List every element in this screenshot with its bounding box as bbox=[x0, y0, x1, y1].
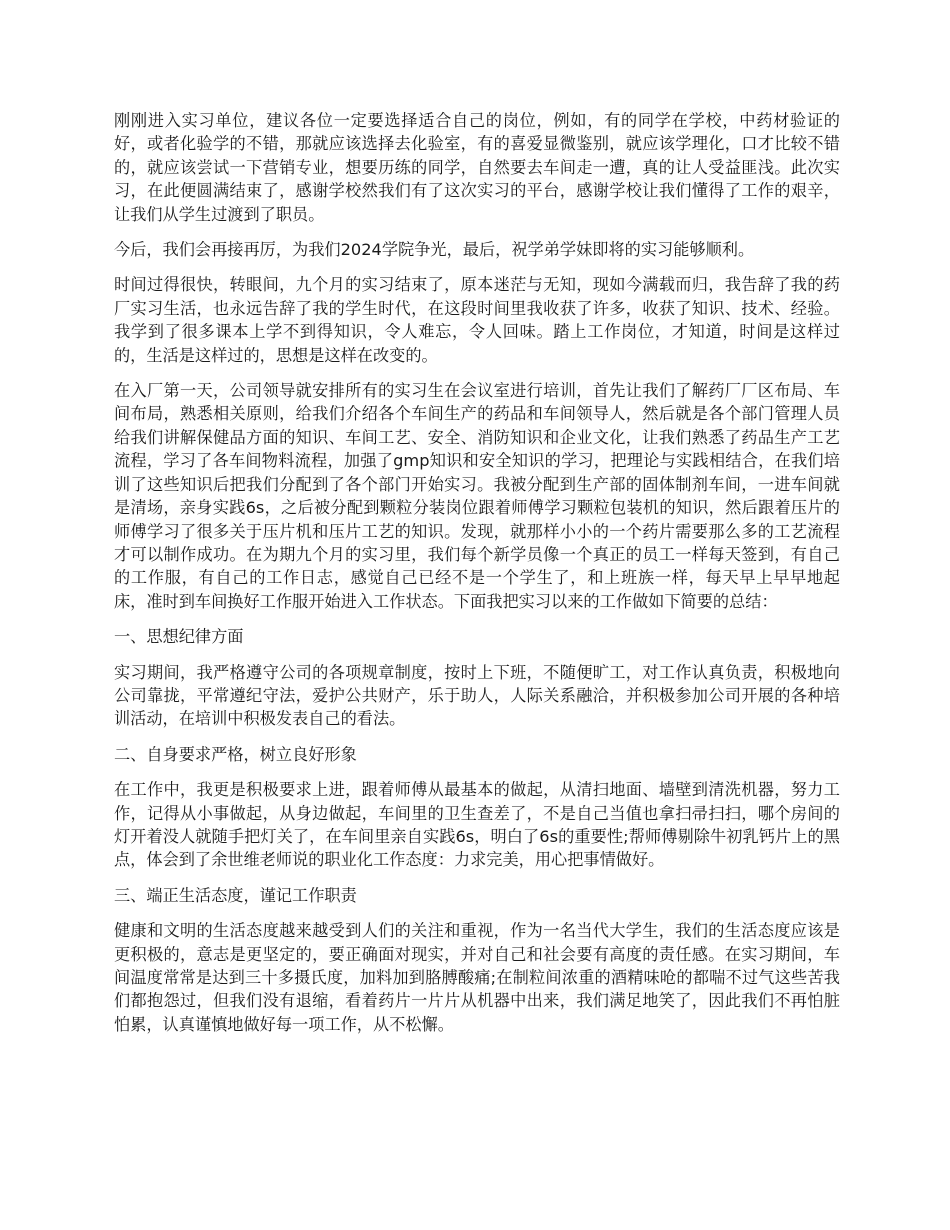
section-heading-self-requirement: 二、自身要求严格，树立良好形象 bbox=[114, 744, 357, 764]
paragraph-intro: 刚刚进入实习单位，建议各位一定要选择适合自己的岗位，例如，有的同学在学校，中药材验证的好，或者化验学的不错，那就应该选择去化验室，有的喜爱显微鉴别，就应该学理化，口才比较不错的，就应该尝试一下营销专业，想要历练的同学，自然要去车间走一遭，真的让人受益匪浅。此次实习，在此便圆满结束了，感谢学校然我们有了这次实习的平台，感谢学校让我们懂得了工作的艰辛，让我们从学生过渡到了职员。 bbox=[114, 111, 840, 224]
section-heading-life-attitude: 三、端正生活态度，谨记工作职责 bbox=[114, 885, 357, 905]
paragraph-time: 时间过得很快，转眼间，九个月的实习结束了，原本迷茫与无知，现如今满载而归，我告辞了我的药厂实习生活，也永远告辞了我的学生时代，在这段时间里我收获了许多，收获了知识、技术、经验。我学到了很多课本上学不到得知识，令人难忘，令人回味。踏上工作岗位，才知道，时间是这样过的，生活是这样过的，思想是这样在改变的。 bbox=[114, 275, 840, 365]
paragraph-training: 在入厂第一天，公司领导就安排所有的实习生在会议室进行培训，首先让我们了解药厂厂区布局、车间布局，熟悉相关原则，给我们介绍各个车间生产的药品和车间领导人，然后就是各个部门管理人员给我们讲解保健品方面的知识、车间工艺、安全、消防知识和企业文化，让我们熟悉了药品生产工艺流程，学习了各车间物料流程，加强了gmp知识和安全知识的学习，把理论与实践相结合，在我们培训了这些知识后把我们分配到了各个部门开始实习。我被分配到生产部的固体制剂车间，一进车间就是清场，亲身实践6s，之后被分配到颗粒分装岗位跟着师傅学习颗粒包装机的知识，然后跟着压片的师傅学习了很多关于压片机和压片工艺的知识。发现，就那样小小的一个药片需要那么多的工艺流程才可以制作成功。在为期九个月的实习里，我们每个新学员像一个真正的员工一样每天签到，有自己的工作服，有自己的工作日志，感觉自己已经不是一个学生了，和上班族一样，每天早上早早地起床，准时到车间换好工作服开始进入工作状态。下面我把实习以来的工作做如下简要的总结： bbox=[114, 381, 840, 611]
document-body bbox=[114, 109, 840, 1048]
paragraph-life-attitude: 健康和文明的生活态度越来越受到人们的关注和重视，作为一名当代大学生，我们的生活态度应该是更积极的，意志是更坚定的，要正确面对现实，并对自己和社会要有高度的责任感。在实习期间，车间温度常常是达到三十多摄氏度，加料加到胳膊酸痛;在制粒间浓重的酒精味呛的都喘不过气这些苦我们都抱怨过，但我们没有退缩，看着药片一片片从机器中出来，我们满足地笑了，因此我们不再怕脏怕累，认真谨慎地做好每一项工作，从不松懈。 bbox=[114, 921, 840, 1034]
paragraph-discipline: 实习期间，我严格遵守公司的各项规章制度，按时上下班，不随便旷工，对工作认真负责，积极地向公司靠拢，平常遵纪守法，爱护公共财产，乐于助人，人际关系融洽，并积极参加公司开展的各种培训活动，在培训中积极发表自己的看法。 bbox=[114, 662, 840, 729]
paragraph-self-requirement: 在工作中，我更是积极要求上进，跟着师傅从最基本的做起，从清扫地面、墙壁到清洗机器，努力工作，记得从小事做起，从身边做起，车间里的卫生查差了，不是自己当值也拿扫帚扫扫，哪个房间的灯开着没人就随手把灯关了，在车间里亲自实践6s，明白了6s的重要性;帮师傅剔除牛初乳钙片上的黑点，体会到了余世维老师说的职业化工作态度：力求完美，用心把事情做好。 bbox=[114, 780, 840, 870]
paragraph-future: 今后，我们会再接再厉，为我们2024学院争光，最后，祝学弟学妹即将的实习能够顺利。 bbox=[114, 240, 755, 260]
section-heading-discipline: 一、思想纪律方面 bbox=[114, 627, 244, 647]
